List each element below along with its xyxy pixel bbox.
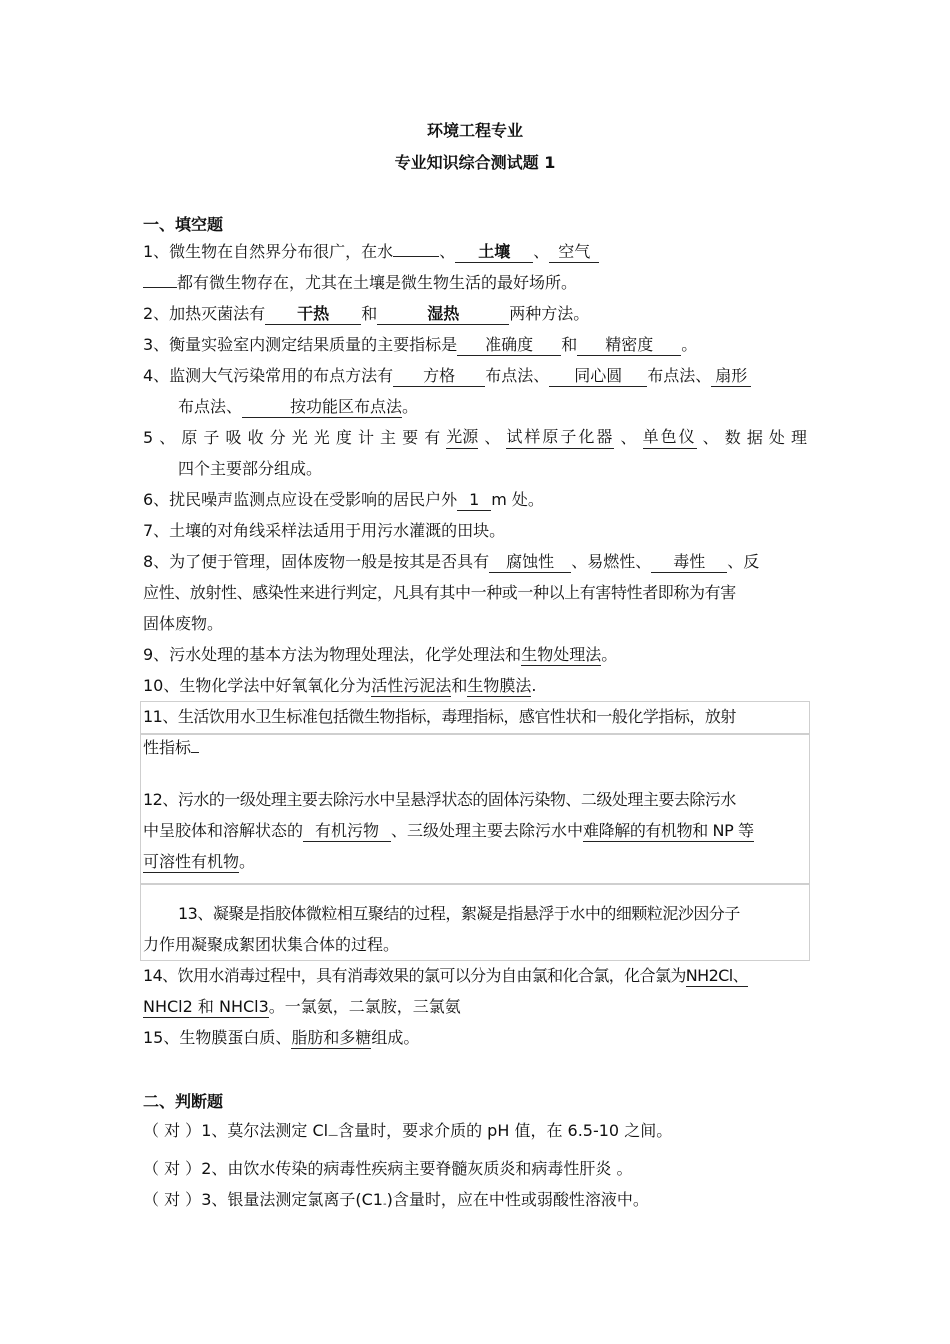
question-10: 10、生物化学法中好氧氧化分为活性污泥法和生物膜法.	[143, 676, 537, 695]
answer-8-2: 毒性	[651, 552, 727, 573]
answer-3-1: 准确度	[457, 335, 561, 356]
answer-6-1: 1	[457, 490, 491, 511]
question-14: 14、饮用水消毒过程中，具有消毒效果的氯可以分为自由氯和化合氯，化合氯为NH2Cl、	[143, 966, 748, 985]
question-14-cont: NHCl2 和 NHCl3。一氯氨，二氯胺，三氯氨	[143, 997, 461, 1016]
answer-8-1: 腐蚀性	[489, 552, 571, 573]
judgment-1-mark: （ 对 ）	[143, 1121, 202, 1140]
answer-12-2: 难降解的有机物和 NP 等	[583, 821, 754, 840]
section-fill-blank-heading: 一、填空题	[143, 215, 224, 234]
judgment-2-mark: （ 对 ）	[143, 1159, 202, 1178]
question-1: 1、微生物在自然界分布很广，在水 、 土壤 、 空气	[143, 241, 599, 263]
answer-14-1: NH2Cl、	[685, 966, 748, 985]
answer-12-3: 可溶性有机物	[143, 852, 240, 871]
question-4: 4、监测大气污染常用的布点方法有 方格 布点法、 同心圆 布点法、 扇形	[143, 365, 751, 387]
question-12-line2: 中呈胶体和溶解状态的 有机污物 、三级处理主要去除污水中难降解的有机物和 NP 等	[143, 821, 754, 840]
doc-subtitle: 专业知识综合测试题 1	[394, 153, 556, 172]
answer-4-2: 同心圆	[549, 366, 647, 387]
judgment-3-mark: （ 对 ）	[143, 1190, 202, 1209]
question-15: 15、生物膜蛋白质、脂肪和多糖组成。	[143, 1028, 420, 1047]
answer-1-3: 空气	[549, 242, 599, 263]
question-4-cont: 布点法、 按功能区布点法。	[178, 397, 419, 416]
question-5-cont: 四个主要部分组成。	[178, 459, 323, 478]
answer-15-1: 脂肪和多糖	[291, 1028, 372, 1047]
answer-2-1: 干热	[265, 304, 361, 325]
judgment-1: （ 对 ）1、莫尔法测定 $Cl_—$含量时，要求介质的 pH 值，在 6.5-10 之间。	[143, 1121, 673, 1141]
question-8-line3: 固体废物。	[143, 614, 224, 633]
answer-4-3: 扇形	[711, 366, 751, 387]
answer-14-2: NHCl2 和 NHCl3	[143, 997, 269, 1016]
question-3: 3、衡量实验室内测定结果质量的主要指标是 准确度 和 精密度 。	[143, 335, 698, 354]
judgment-2: （ 对 ）2、由饮水传染的病毒性疾病主要脊髓灰质炎和病毒性肝炎 。	[143, 1159, 633, 1178]
answer-5-3: 单色仪	[643, 427, 697, 449]
question-7: 7、土壤的对角线采样法适用于用污水灌溉的田块。	[143, 521, 506, 540]
question-2: 2、加热灭菌法有 干热 和 湿热 两种方法。	[143, 304, 590, 323]
blank-1-cont	[143, 287, 177, 288]
question-12-line3: 可溶性有机物。	[143, 852, 256, 871]
blank-1-1	[393, 256, 439, 257]
answer-4-4: 按功能区布点法	[242, 397, 402, 418]
question-6: 6、扰民噪声监测点应设在受影响的居民户外 1 m 处。	[143, 490, 544, 509]
answer-5-1: 光源	[446, 427, 478, 449]
answer-12-1: 有机污物	[303, 821, 391, 842]
question-12: 12、污水的一级处理主要去除污水中呈悬浮状态的固体污染物、二级处理主要去除污水	[143, 790, 736, 809]
answer-3-2: 精密度	[577, 335, 681, 356]
question-9: 9、污水处理的基本方法为物理处理法，化学处理法和生物处理法。	[143, 645, 618, 664]
answer-5-2: 试样原子化器	[506, 427, 614, 449]
question-11-cont: 性指标	[143, 737, 199, 759]
section-true-false-heading: 二、判断题	[143, 1092, 224, 1111]
question-1-cont: 都有微生物存在，尤其在土壤是微生物生活的最好场所。	[143, 272, 577, 294]
question-13-cont: 力作用凝聚成絮团状集合体的过程。	[143, 935, 400, 954]
answer-4-1: 方格	[393, 366, 485, 387]
question-11: 11、生活饮用水卫生标准包括微生物指标，毒理指标，感官性状和一般化学指标，放射	[143, 707, 736, 726]
answer-10-2: 生物膜法	[467, 676, 532, 695]
answer-1-2: 土壤	[455, 242, 533, 263]
question-8: 8、为了便于管理，固体废物一般是按其是否具有 腐蚀性 、易燃性、 毒性 、反	[143, 552, 760, 571]
answer-9-1: 生物处理法	[521, 645, 602, 664]
judgment-3: （ 对 ）3、银量法测定氯离子$(C1_-)$含量时，应在中性或弱酸性溶液中。	[143, 1190, 649, 1210]
question-5: 5 、 原 子 吸 收 分 光 光 度 计 主 要 有 光源 、 试样原子化器 、 单色仪 、 数 据 处 理	[143, 427, 807, 447]
question-8-line2: 应性、放射性、感染性来进行判定，凡具有其中一种或一种以上有害特性者即称为有害	[143, 583, 736, 602]
answer-2-2: 湿热	[377, 304, 509, 325]
question-13: 13、凝聚是指胶体微粒相互聚结的过程，絮凝是指悬浮于水中的细颗粒泥沙因分子	[178, 904, 740, 923]
doc-title: 环境工程专业	[426, 121, 523, 140]
answer-10-1: 活性污泥法	[371, 676, 452, 695]
